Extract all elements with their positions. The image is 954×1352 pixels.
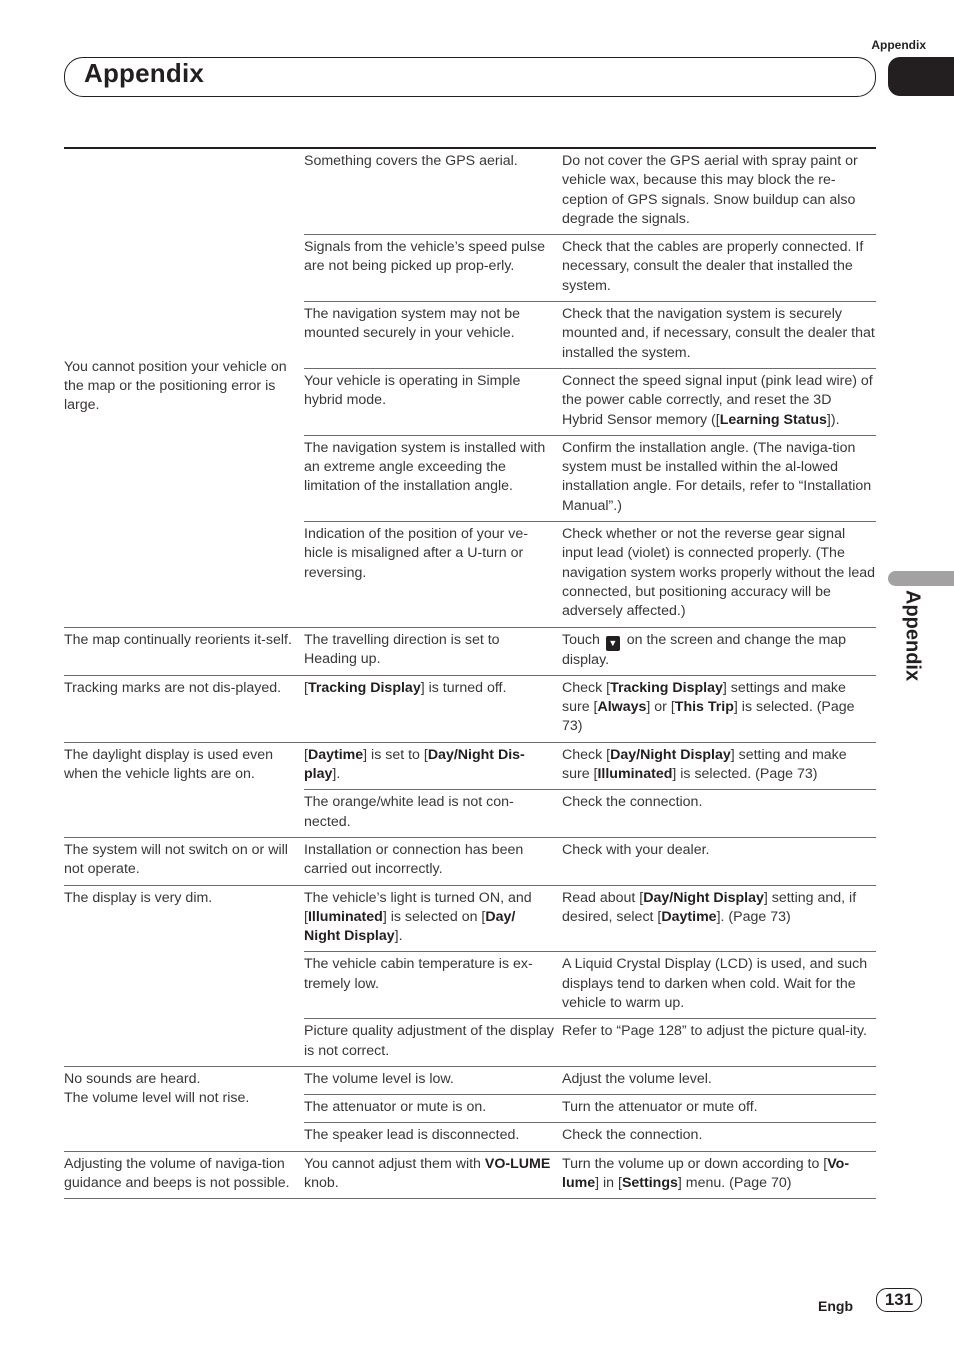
table-row [64,1151,876,1199]
cause-cell: The vehicle cabin temperature is ex-tremely low. [304,952,562,1019]
troubleshooting-table [64,147,876,1199]
setting-name: Illuminated [597,766,673,783]
cause-cell: Picture quality adjustment of the display is not correct. [304,1019,562,1067]
symptom-line: The volume level will not rise. [64,1090,250,1107]
cause-cell: The navigation system may not be mounted securely in your vehicle. [304,302,562,369]
cause-text: knob. [304,1175,339,1192]
table-row [64,148,876,235]
setting-name: Illuminated [307,908,383,925]
action-text: Turn the volume up or down according to [ [562,1155,828,1172]
symptom-cell: The map continually reorients it-self. [64,627,304,675]
action-cell: Refer to “Page 128” to adjust the picture qual-ity. [562,1019,876,1067]
cause-text: ]. [332,766,341,783]
cause-text: ] is set to [ [363,746,428,763]
action-text: ]). [826,411,840,428]
action-text: Connect the speed signal input (pink lead wire) of the power cable correctly, and reset the 3D Hybrid Sensor memory ([ [562,372,873,428]
table-row [64,627,876,675]
cause-cell: The speaker lead is disconnected. [304,1123,562,1151]
action-cell [562,627,876,675]
cause-text: ]. [394,928,403,945]
symptom-cell [64,1066,304,1151]
action-cell: A Liquid Crystal Display (LCD) is used, and such displays tend to darken when cold. Wait for the vehicle to warm up. [562,952,876,1019]
action-text: ]. (Page 73) [716,908,791,925]
action-cell: Check the connection. [562,1123,876,1151]
symptom-cell: The display is very dim. [64,885,304,1066]
table-row [64,1066,876,1094]
cause-cell: The travelling direction is set to Heading up. [304,627,562,675]
cause-cell: Signals from the vehicle’s speed pulse are not being picked up prop-erly. [304,235,562,302]
cause-text: ] is selected on [ [382,908,486,925]
action-cell [562,742,876,790]
knob-name: VO-LUME [484,1155,551,1172]
action-cell: Check whether or not the reverse gear signal input lead (violet) is connected properly. (The navigation system works properly without the lead connected, but positioning accuracy will be adversely affected.) [562,522,876,627]
running-header: Appendix [871,38,926,52]
side-tab-label: Appendix [901,590,924,682]
setting-name: Day/Night Dis-play [304,746,525,783]
cause-cell: Your vehicle is operating in Simple hybrid mode. [304,368,562,435]
action-text: Read about [ [562,889,644,906]
cause-cell: Indication of the position of your ve-hicle is misaligned after a U-turn or reversing. [304,522,562,627]
action-text: ] menu. (Page 70) [677,1175,792,1192]
table-row [64,742,876,790]
action-text: ] is selected. (Page 73) [562,699,855,735]
cause-cell: Installation or connection has been carried out incorrectly. [304,837,562,885]
cause-cell: The orange/white lead is not con-nected. [304,790,562,838]
action-text: ] setting and, if desired, select [ [562,889,857,925]
setting-name: Tracking Display [307,679,421,696]
action-text: Check [ [562,746,611,763]
action-cell: Check that the navigation system is securely mounted and, if necessary, consult the dealer that installed the system. [562,302,876,369]
cause-cell: The navigation system is installed with an extreme angle exceeding the limitation of the installation angle. [304,435,562,521]
page-title: Appendix [84,58,205,88]
cause-cell: The attenuator or mute is on. [304,1095,562,1123]
action-text: on the screen and change the map display. [562,631,847,668]
heading-toggle-icon: ▼ [606,636,620,651]
setting-name: This Trip [674,699,734,716]
setting-name: Daytime [307,746,364,763]
cause-cell: [Daytime] is set to [Day/Night Dis-play]. [304,742,562,790]
action-cell [562,368,876,435]
cause-text: The vehicle’s light is turned ON, and [ [304,889,532,925]
cause-text: You cannot adjust them with [304,1155,485,1172]
setting-name: Day/Night Display [643,889,764,906]
action-cell: Confirm the installation angle. (The naviga-tion system must be installed within the al-lowed installation angle. For details, refer to “Installation Manual”.) [562,435,876,521]
symptom-cell: Adjusting the volume of naviga-tion guidance and beeps is not possible. [64,1151,304,1199]
setting-name: Always [597,699,647,716]
symptom-cell: You cannot position your vehicle on the map or the positioning error is large. [64,148,304,627]
symptom-cell: The daylight display is used even when the vehicle lights are on. [64,742,304,837]
page-number: 131 [876,1288,922,1312]
cause-text: ] is turned off. [420,679,507,696]
table-row [64,885,876,952]
setting-name: Day/Night Display [610,746,731,763]
cause-cell: The volume level is low. [304,1066,562,1094]
action-text: Touch [562,631,600,648]
setting-name: Tracking Display [610,679,723,696]
action-cell: Adjust the volume level. [562,1066,876,1094]
cause-cell [304,885,562,952]
action-cell: Check the connection. [562,790,876,838]
action-text: ] is selected. (Page 73) [672,766,818,783]
cause-cell: Something covers the GPS aerial. [304,148,562,235]
setting-name: Vo-lume [562,1155,850,1192]
action-cell: Check with your dealer. [562,837,876,885]
action-text: ] setting and make sure [ [562,746,847,783]
symptom-cell: Tracking marks are not dis-played. [64,675,304,742]
action-text: ] settings and make sure [ [562,679,846,716]
symptom-cell: The system will not switch on or will not operate. [64,837,304,885]
side-tab-marker [888,571,954,586]
action-cell: Do not cover the GPS aerial with spray paint or vehicle wax, because this may block the re-ception of GPS signals. Snow buildup can also degrade the signals. [562,148,876,235]
action-cell [562,675,876,742]
section-tab [888,57,954,96]
action-cell [562,885,876,952]
cause-cell: [Tracking Display] is turned off. [304,675,562,742]
action-text: ] in [ [595,1175,622,1192]
action-cell [562,1151,876,1199]
action-text: ] or [ [646,699,675,716]
symptom-line: No sounds are heard. [64,1070,201,1087]
action-cell: Turn the attenuator or mute off. [562,1095,876,1123]
setting-name: Learning Status [719,411,827,428]
setting-name: Settings [621,1175,678,1192]
action-text: Check [ [562,679,611,696]
setting-name: Day/ Night Display [304,908,516,945]
setting-name: Daytime [661,908,717,925]
table-row [64,675,876,742]
language-code: Engb [818,1298,853,1314]
cause-cell [304,1151,562,1199]
action-cell: Check that the cables are properly connected. If necessary, consult the dealer that installed the system. [562,235,876,302]
table-row [64,837,876,885]
